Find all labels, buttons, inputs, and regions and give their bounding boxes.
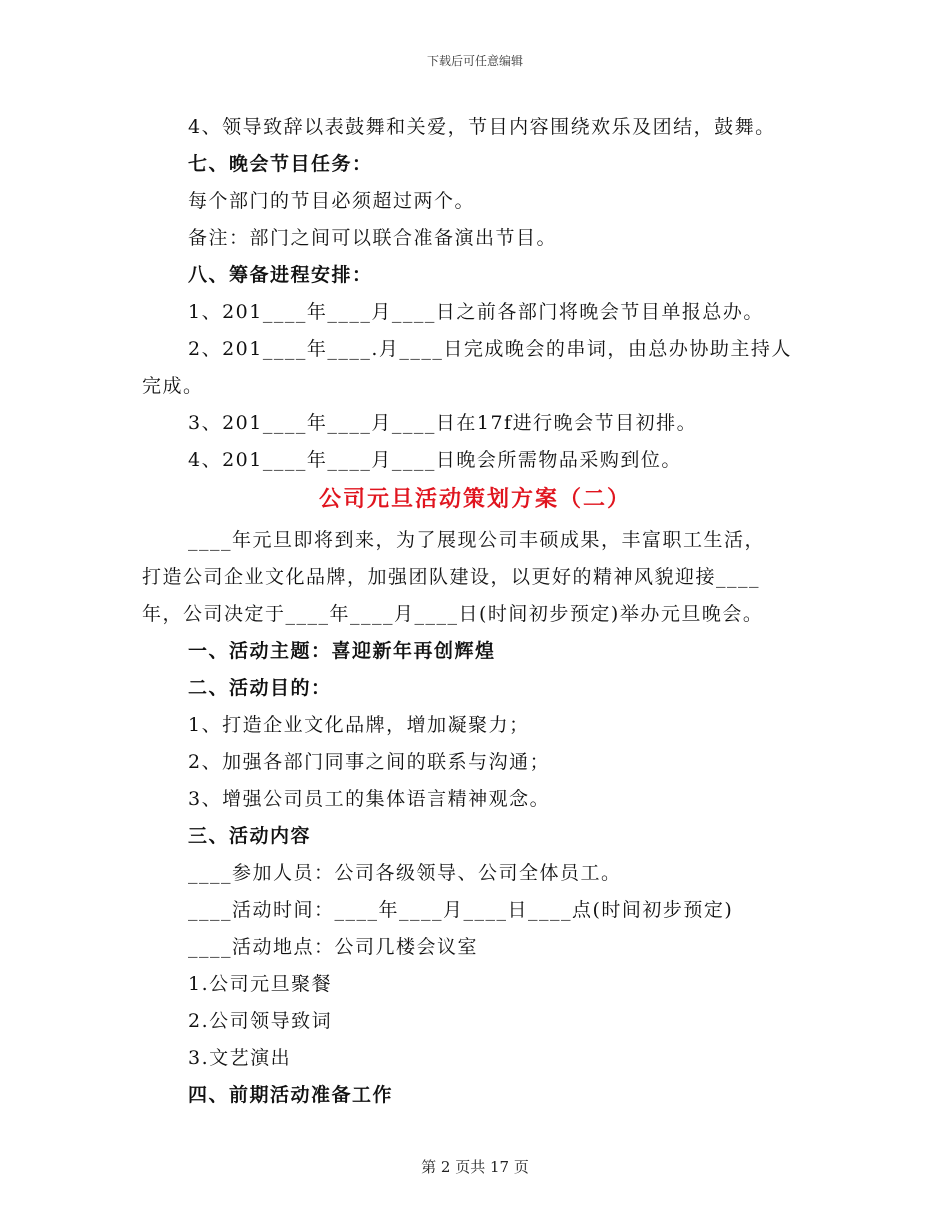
schedule-item-2-continued: 完成。	[142, 375, 204, 397]
intro-line-2: 打造公司企业文化品牌，加强团队建设，以更好的精神风貌迎接____	[142, 566, 761, 588]
heading-activity-purpose: 二、活动目的：	[188, 677, 332, 699]
page-header: 下载后可任意编辑	[426, 54, 523, 68]
intro-line-1: ____年元旦即将到来，为了展现公司丰硕成果，丰富职工生活，	[188, 529, 766, 551]
content-place: ____活动地点：公司几楼会议室	[188, 936, 479, 958]
schedule-item-3: 3、201____年____月____日在17f进行晚会节目初排。	[188, 412, 698, 434]
heading-program-tasks: 七、晚会节目任务：	[188, 153, 373, 175]
content-item-1: 1.公司元旦聚餐	[188, 973, 333, 995]
heading-activity-content: 三、活动内容	[188, 825, 312, 847]
heading-preparation-work: 四、前期活动准备工作	[188, 1084, 394, 1106]
purpose-item-2: 2、加强各部门同事之间的联系与沟通；	[188, 751, 551, 773]
schedule-item-1: 1、201____年____月____日之前各部门将晚会节目单报总办。	[188, 301, 764, 323]
purpose-item-1: 1、打造企业文化品牌，增加凝聚力；	[188, 714, 530, 736]
paragraph-leader-speech: 4、领导致辞以表鼓舞和关爱，节目内容围绕欢乐及团结，鼓舞。	[188, 116, 776, 138]
paragraph-program-requirement: 每个部门的节目必须超过两个。	[188, 190, 476, 212]
intro-line-3: 年，公司决定于____年____月____日(时间初步预定)举办元旦晚会。	[142, 603, 764, 625]
page-footer: 第 2 页共 17 页	[421, 1158, 529, 1176]
document-title: 公司元旦活动策划方案（二）	[318, 486, 631, 512]
schedule-item-2: 2、201____年____.月____日完成晚会的串词，由总办协助主持人	[188, 338, 792, 360]
content-participants: ____参加人员：公司各级领导、公司全体员工。	[188, 862, 622, 884]
heading-activity-theme: 一、活动主题：喜迎新年再创辉煌	[188, 640, 496, 662]
purpose-item-3: 3、增强公司员工的集体语言精神观念。	[188, 788, 551, 810]
content-item-2: 2.公司领导致词	[188, 1010, 333, 1032]
schedule-item-4: 4、201____年____月____日晚会所需物品采购到位。	[188, 449, 682, 471]
paragraph-note: 备注：部门之间可以联合准备演出节目。	[188, 227, 558, 249]
content-time: ____活动时间：____年____月____日____点(时间初步预定)	[188, 899, 734, 921]
content-item-3: 3.文艺演出	[188, 1047, 292, 1069]
heading-preparation-schedule: 八、筹备进程安排：	[188, 264, 373, 286]
